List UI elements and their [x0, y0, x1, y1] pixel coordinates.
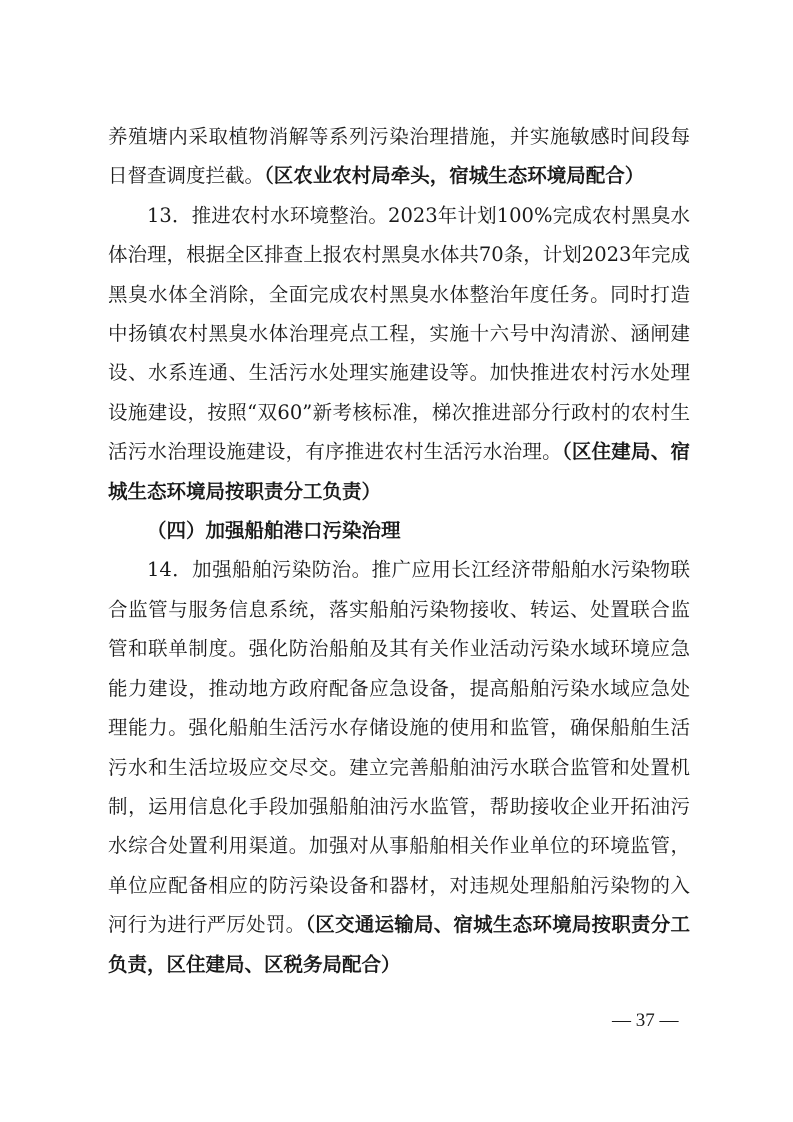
document-body	[108, 117, 690, 984]
paragraph-14	[108, 550, 690, 983]
paragraph-14-text: 14．加强船舶污染防治。推广应用长江经济带船舶水污染物联合监管与服务信息系统，落实船舶污染物接收、转运、处置联合监管和联单制度。强化防治船舶及其有关作业活动污染水域环境应急能力建设，推动地方政府配备应急设备，提高船舶污染水域应急处理能力。强化船舶生活污水存储设施的使用和监管，确保船舶生活污水和生活垃圾应交尽交。建立完善船舶油污水联合监管和处置机制，运用信息化手段加强船舶油污水监管，帮助接收企业开拓油污水综合处置利用渠道。加强对从事船舶相关作业单位的环境监管，单位应配备相应的防污染设备和器材，对违规处理船舶污染物的入河行为进行严厉处罚。	[108, 558, 690, 937]
paragraph-1-text: 养殖塘内采取植物消解等系列污染治理措施，并实施敏感时间段每日督查调度拦截。	[108, 125, 690, 188]
paragraph-13	[108, 196, 690, 511]
paragraph-1	[108, 117, 690, 196]
paragraph-1-responsibility: （区农业农村局牵头，宿城生态环境局配合）	[264, 164, 645, 188]
paragraph-13-text: 13．推进农村水环境整治。2023年计划100%完成农村黑臭水体治理，根据全区排查上报农村黑臭水体共70条，计划2023年完成黑臭水体全消除，全面完成农村黑臭水体整治年度任务。同时打造中扬镇农村黑臭水体治理亮点工程，实施十六号中沟清淤、涵闸建设、水系连通、生活污水处理实施建设等。加快推进农村污水处理设施建设，按照“双60”新考核标准，梯次推进部分行政村的农村生活污水治理设施建设，有序推进农村生活污水治理。	[108, 203, 690, 464]
section-heading-4: （四）加强船舶港口污染治理	[147, 519, 401, 543]
paragraph-14-responsibility: （区交通运输局、宿城生态环境局按职责分工负责，区住建局、区税务局配合）	[108, 913, 690, 976]
paragraph-13-responsibility: （区住建局、宿城生态环境局按职责分工负责）	[108, 440, 690, 503]
page-number: — 37 —	[612, 1010, 679, 1031]
